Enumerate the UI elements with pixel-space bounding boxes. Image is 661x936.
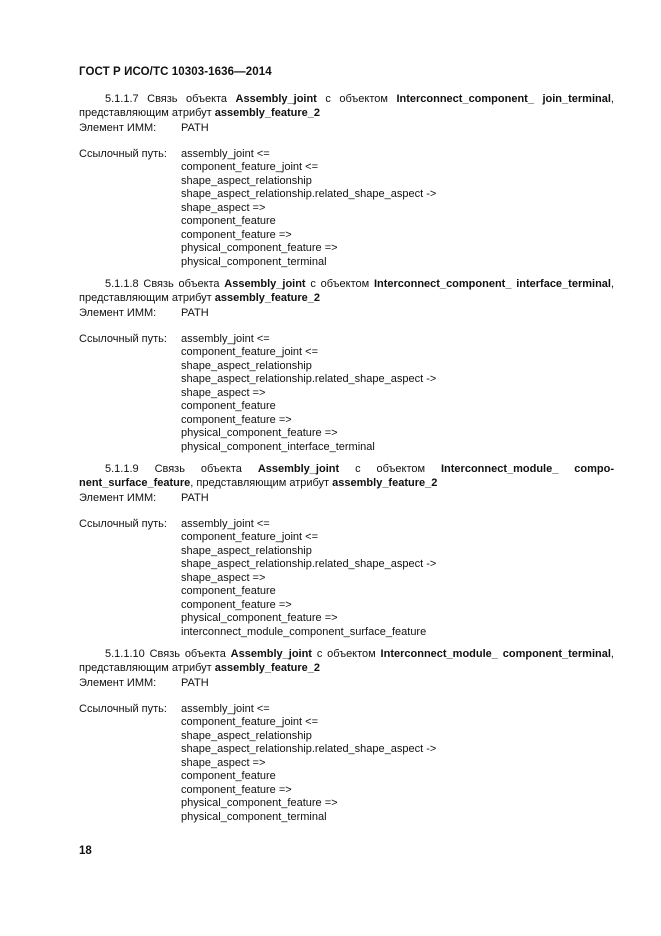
path-line: component_feature xyxy=(181,770,276,782)
path-line: shape_aspect => xyxy=(181,201,266,214)
ref-path-lines xyxy=(181,518,614,640)
ref-path-label: Ссылочный путь: xyxy=(79,147,167,160)
ref-path-lines xyxy=(181,703,614,825)
document-header: ГОСТ Р ИСО/ТС 10303-1636—2014 xyxy=(79,66,272,78)
ref-path-row xyxy=(79,148,614,270)
path-line: assembly_joint <= xyxy=(181,147,270,160)
path-line: component_feature xyxy=(181,585,276,597)
imm-label: Элемент ИММ: xyxy=(79,122,157,134)
path-line: shape_aspect_relationship xyxy=(181,544,312,557)
path-line: component_feature_joint <= xyxy=(181,716,318,728)
ref-path-lines xyxy=(181,333,614,455)
path-line: physical_component_feature => xyxy=(181,612,338,624)
section-heading: 5.1.1.9 Связь объекта Assembly_joint с объектом Interconnect_module_ compo- nent_surface_feature, представляющим атрибут assembly_feature_2 xyxy=(79,463,614,489)
path-line: component_feature => xyxy=(181,228,292,241)
path-line: shape_aspect_relationship xyxy=(181,359,312,372)
path-line: assembly_joint <= xyxy=(181,517,270,530)
section-heading: 5.1.1.7 Связь объекта Assembly_joint с объектом Interconnect_component_ join_terminal, представляющим атрибут assembly_feature_2 xyxy=(79,93,614,119)
path-line: component_feature_joint <= xyxy=(181,531,318,543)
imm-value: PATH xyxy=(181,307,209,319)
path-line: shape_aspect_relationship.related_shape_aspect -> xyxy=(181,188,437,200)
path-line: shape_aspect_relationship.related_shape_aspect -> xyxy=(181,743,437,755)
imm-label: Элемент ИММ: xyxy=(79,307,157,319)
path-line: shape_aspect_relationship.related_shape_aspect -> xyxy=(181,373,437,385)
path-line: physical_component_interface_terminal xyxy=(181,440,375,453)
imm-row xyxy=(79,677,614,691)
ref-path-row xyxy=(79,703,614,825)
path-line: shape_aspect_relationship xyxy=(181,729,312,742)
path-line: physical_component_terminal xyxy=(181,810,327,823)
ref-path-lines xyxy=(181,148,614,270)
path-line: component_feature xyxy=(181,215,276,227)
imm-row xyxy=(79,122,614,136)
path-line: component_feature_joint <= xyxy=(181,161,318,173)
ref-path-label: Ссылочный путь: xyxy=(79,517,167,530)
path-line: component_feature_joint <= xyxy=(181,346,318,358)
imm-value: PATH xyxy=(181,492,209,504)
path-line: component_feature => xyxy=(181,413,292,426)
path-line: interconnect_module_component_surface_feature xyxy=(181,625,427,638)
path-line: component_feature => xyxy=(181,783,292,796)
section-5-1-1-7 xyxy=(79,93,614,269)
imm-value: PATH xyxy=(181,122,209,134)
path-line: physical_component_feature => xyxy=(181,797,338,809)
imm-label: Элемент ИММ: xyxy=(79,677,157,689)
imm-row xyxy=(79,492,614,506)
path-line: physical_component_terminal xyxy=(181,255,327,268)
path-line: shape_aspect => xyxy=(181,756,266,769)
path-line: shape_aspect => xyxy=(181,571,266,584)
path-line: shape_aspect_relationship.related_shape_aspect -> xyxy=(181,558,437,570)
section-heading: 5.1.1.8 Связь объекта Assembly_joint с объектом Interconnect_component_ interface_terminal, представляющим атрибут assembly_feature_2 xyxy=(79,278,615,304)
imm-label: Элемент ИММ: xyxy=(79,492,157,504)
ref-path-label: Ссылочный путь: xyxy=(79,702,167,715)
imm-value: PATH xyxy=(181,677,209,689)
path-line: shape_aspect_relationship xyxy=(181,174,312,187)
path-line: shape_aspect => xyxy=(181,386,266,399)
path-line: assembly_joint <= xyxy=(181,702,270,715)
section-heading: 5.1.1.10 Связь объекта Assembly_joint с объектом Interconnect_module_ component_terminal, представляющим атрибут assembly_feature_2 xyxy=(79,648,614,674)
path-line: physical_component_feature => xyxy=(181,242,338,254)
path-line: component_feature xyxy=(181,400,276,412)
page-number: 18 xyxy=(79,845,92,857)
section-5-1-1-8 xyxy=(79,278,614,454)
ref-path-label: Ссылочный путь: xyxy=(79,332,167,345)
path-line: physical_component_feature => xyxy=(181,427,338,439)
imm-row xyxy=(79,307,614,321)
ref-path-row xyxy=(79,518,614,640)
path-line: component_feature => xyxy=(181,598,292,611)
section-5-1-1-10 xyxy=(79,648,614,824)
ref-path-row xyxy=(79,333,614,455)
section-5-1-1-9 xyxy=(79,463,614,639)
path-line: assembly_joint <= xyxy=(181,332,270,345)
